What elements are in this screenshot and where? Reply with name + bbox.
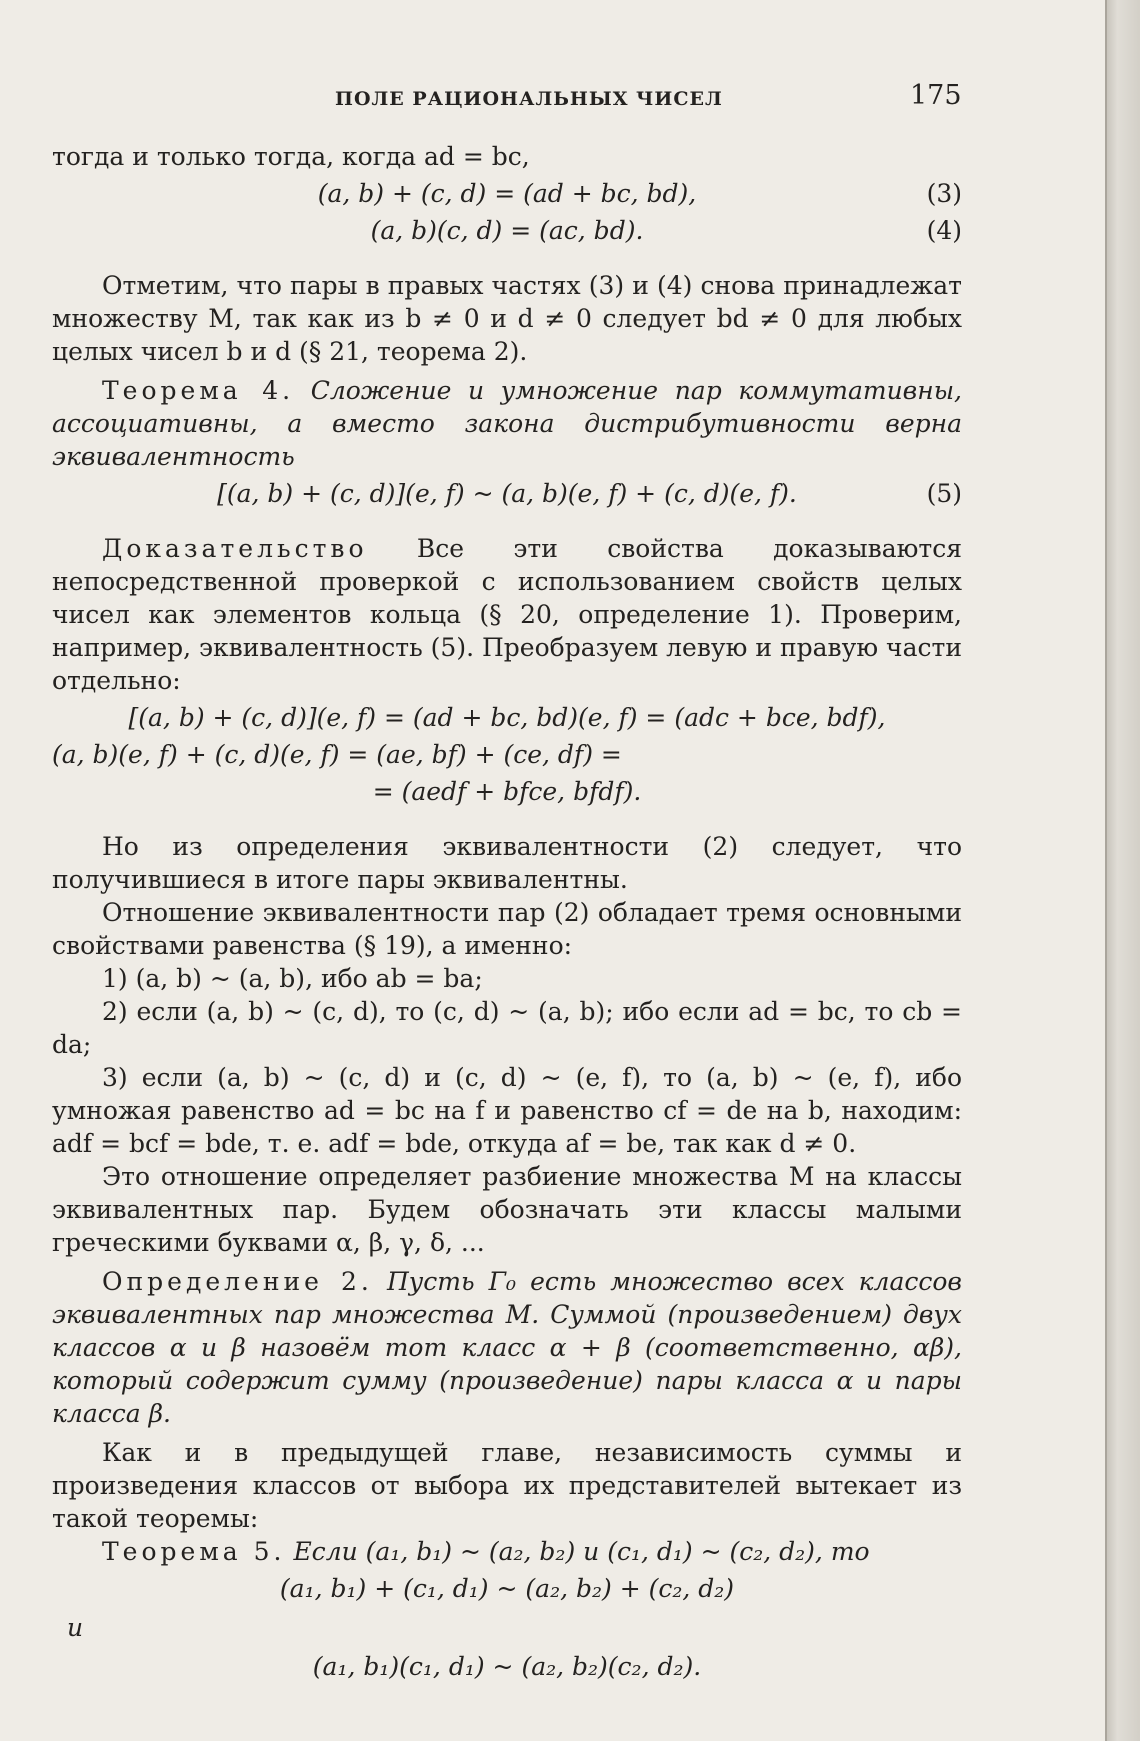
page-content — [52, 140, 962, 1687]
page-number: 175 — [910, 80, 962, 111]
equation-4-number: (4) — [926, 216, 962, 245]
proof-paragraph — [52, 532, 962, 697]
theorem-5-equation-1: (a₁, b₁) + (c₁, d₁) ~ (a₂, b₂) + (c₂, d₂) — [279, 1574, 735, 1603]
theorem-5 — [52, 1535, 962, 1568]
equation-3-number: (3) — [926, 179, 962, 208]
running-title: ПОЛЕ РАЦИОНАЛЬНЫХ ЧИСЕЛ — [335, 88, 723, 110]
previous-chapter-paragraph: Как и в предыдущей главе, независимость суммы и произведения классов от выбора их представителей вытекает из такой теоремы: — [52, 1438, 962, 1533]
equation-5-text: [(a, b) + (c, d)](e, f) ~ (a, b)(e, f) + (c, d)(e, f). — [217, 479, 797, 508]
proof-label: Доказательство — [102, 534, 368, 563]
equation-5-number: (5) — [926, 479, 962, 508]
theorem-4-label: Теорема 4. — [102, 376, 295, 405]
relation-paragraph: Отношение эквивалентности пар (2) обладает тремя основными свойствами равенства (§ 19), а именно: — [52, 898, 962, 960]
proof-equation-3: = (aedf + bfce, bfdf). — [372, 777, 642, 806]
definition-2 — [52, 1265, 962, 1430]
proof-text: Все эти свойства доказываются непосредственной проверкой с использованием свойств целых чисел как элементов кольца (§ 20, определение 1). Проверим, например, эквивалентность (5). Преобразуем левую и правую части отдельно: — [52, 534, 962, 695]
equation-5 — [52, 477, 962, 510]
page-header — [0, 80, 1105, 120]
theorem-5-text: Если (a₁, b₁) ~ (a₂, b₂) и (c₁, d₁) ~ (c₂, d₂), то — [293, 1537, 870, 1566]
classes-paragraph: Это отношение определяет разбиение множества M на классы эквивалентных пар. Будем обозначать эти классы малыми греческими буквами α, β, γ, δ, ... — [52, 1162, 962, 1257]
list-item-1: 1) (a, b) ~ (a, b), ибо ab = ba; — [102, 964, 483, 993]
page-edge — [1105, 0, 1140, 1741]
note-paragraph: Отметим, что пары в правых частях (3) и (4) снова принадлежат множеству M, так как из b ≠ 0 и d ≠ 0 следует bd ≠ 0 для любых целых чисел b и d (§ 21, теорема 2). — [52, 271, 962, 366]
definition-2-label: Определение 2. — [102, 1267, 373, 1296]
equation-4-text: (a, b)(c, d) = (ac, bd). — [370, 216, 644, 245]
list-item-3: 3) если (a, b) ~ (c, d) и (c, d) ~ (e, f), то (a, b) ~ (e, f), ибо умножая равенство ad = bc на f и равенство cf = de на b, находим: adf = bcf = bde, т. е. adf = bde, откуда af = be, так как d ≠ 0. — [52, 1063, 962, 1158]
but-paragraph: Но из определения эквивалентности (2) следует, что получившиеся в итоге пары эквивалентны. — [52, 832, 962, 894]
theorem-4-text: Сложение и умножение пар коммутативны, ассоциативны, а вместо закона дистрибутивности верна эквивалентность — [52, 376, 962, 471]
definition-2-text: Пусть Γ₀ есть множество всех классов эквивалентных пар множества M. Суммой (произведением) двух классов α и β назовём тот класс α + β (соответственно, αβ), который содержит сумму (произведение) пары класса α и пары класса β. — [52, 1267, 962, 1428]
theorem-5-label: Теорема 5. — [102, 1537, 286, 1566]
equation-3-text: (a, b) + (c, d) = (ad + bc, bd), — [317, 179, 697, 208]
theorem-4 — [52, 374, 962, 473]
theorem-5-equation-2: (a₁, b₁)(c₁, d₁) ~ (a₂, b₂)(c₂, d₂). — [312, 1652, 702, 1681]
proof-equation-1: [(a, b) + (c, d)](e, f) = (ad + bc, bd)(e, f) = (adc + bce, bdf), — [128, 703, 886, 732]
equation-4 — [52, 214, 962, 247]
conjunction-and: и — [67, 1613, 84, 1642]
list-item-2: 2) если (a, b) ~ (c, d), то (c, d) ~ (a, b); ибо если ad = bc, то cb = da; — [52, 997, 962, 1059]
intro-line: тогда и только тогда, когда ad = bc, — [52, 142, 530, 171]
equation-3 — [52, 177, 962, 210]
proof-equation-2: (a, b)(e, f) + (c, d)(e, f) = (ae, bf) + (ce, df) = — [52, 740, 622, 769]
